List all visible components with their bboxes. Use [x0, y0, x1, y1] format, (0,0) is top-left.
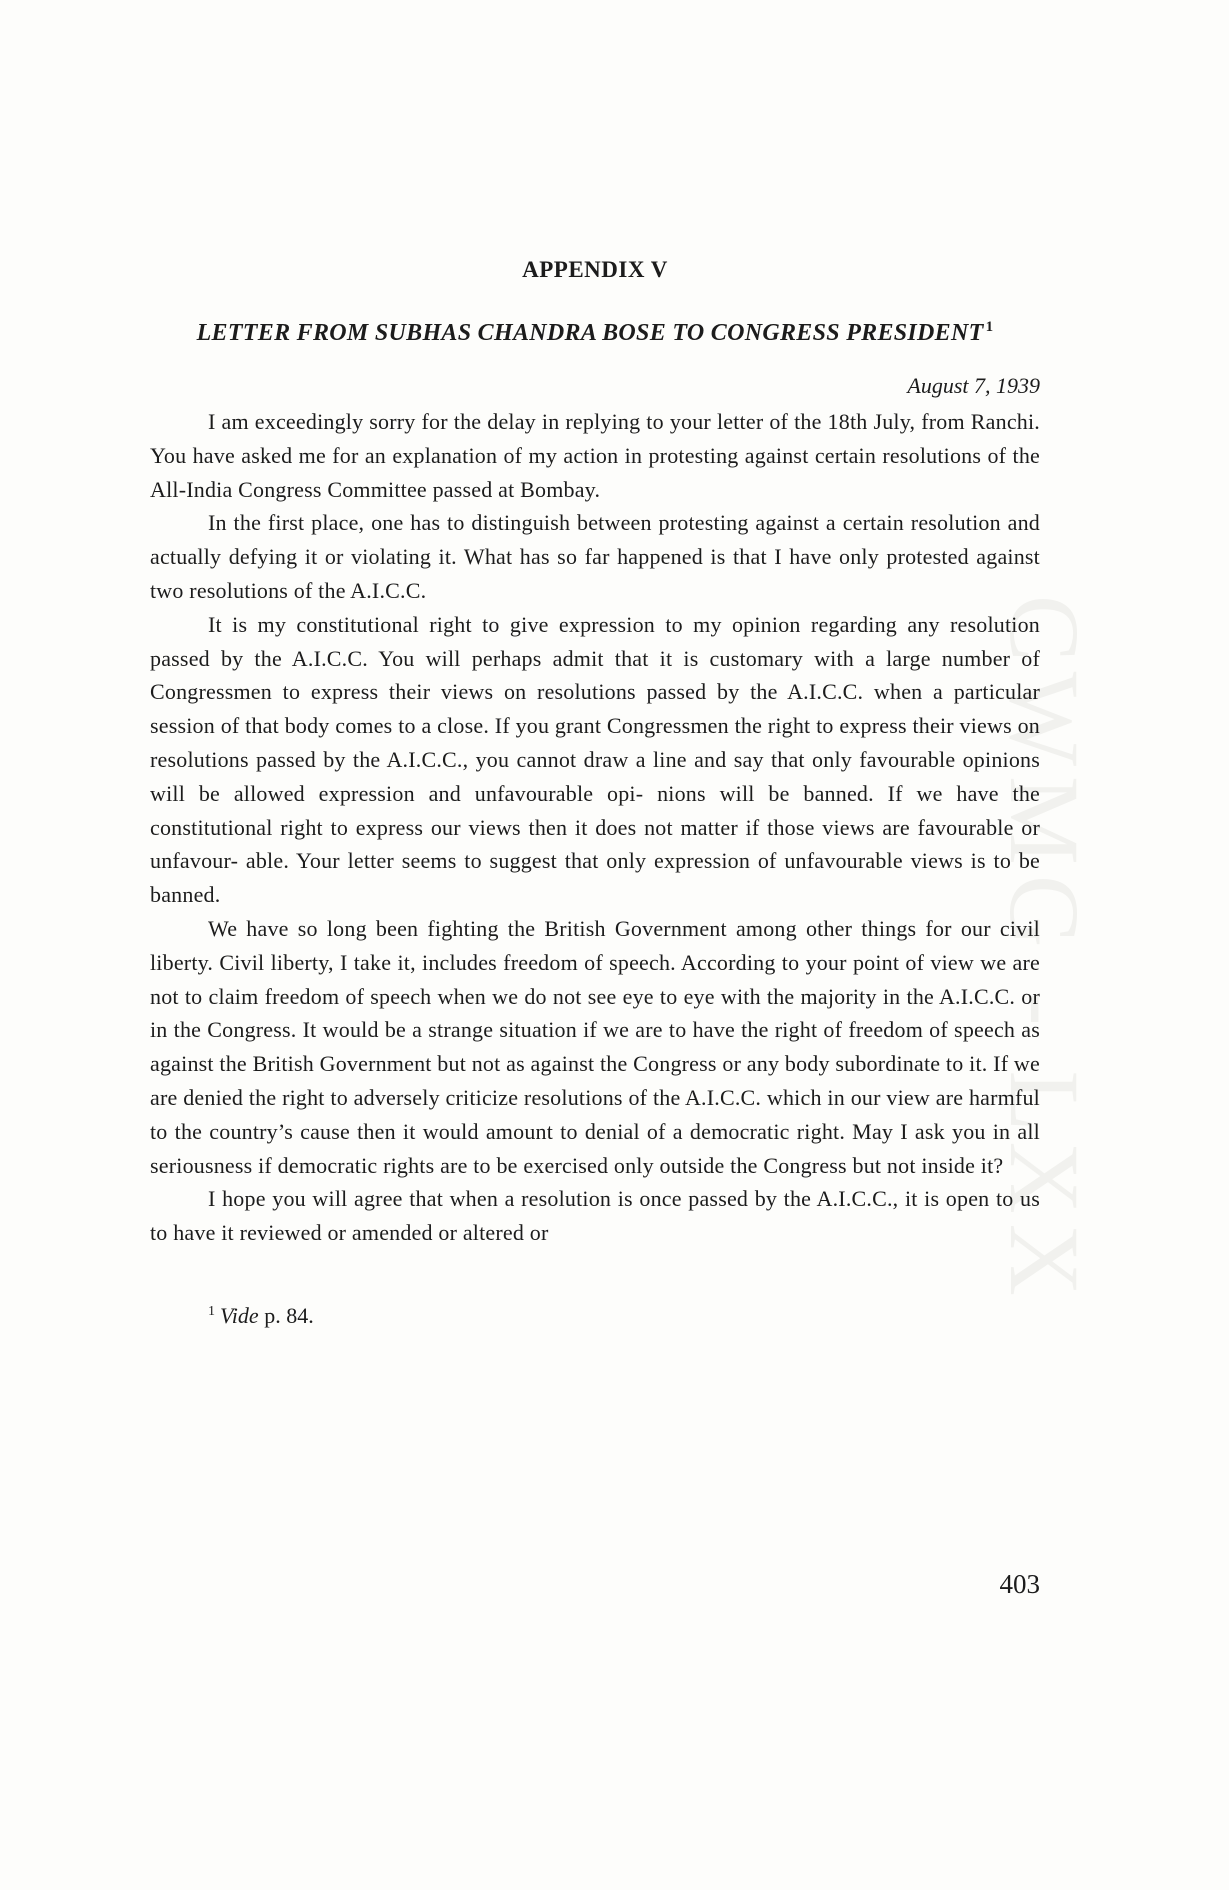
page-number: 403	[999, 1569, 1040, 1599]
document-page	[150, 238, 1040, 1332]
footnote-italic: Vide	[220, 1302, 259, 1328]
footnote-mark: 1	[208, 1303, 215, 1319]
letter-body	[150, 405, 1040, 1250]
footnote-text: p. 84.	[258, 1302, 314, 1328]
paragraph: I am exceedingly sorry for the delay in replying to your letter of the 18th July, from Ranchi. You have asked me for an explanation of my action in protesting against certain resolutions of the All-India Congress Committee passed at Bombay.	[150, 409, 1040, 502]
letter-title-text: LETTER FROM SUBHAS CHANDRA BOSE TO CONGRESS PRESIDENT	[196, 320, 984, 346]
paragraph: I hope you will agree that when a resolution is once passed by the A.I.C.C., it is open to us to have it reviewed or amended or altered or	[150, 1186, 1040, 1246]
appendix-heading: APPENDIX V	[522, 257, 668, 282]
footnote	[150, 1296, 1040, 1332]
paragraph: We have so long been fighting the British Government among other things for our civil liberty. Civil liberty, I take it, includes freedom of speech. According to your point of view we are not to claim freedom of speech when we do not see eye to eye with the majority in the A.I.C.C. or in the Congress. It would be a strange situation if we are to have the right of freedom of speech as against the British Government but not as against the Congress or any body subordinate to it. If we are denied the right to adversely criticize resolutions of the A.I.C.C. which in our view are harmful to the country’s cause then it would amount to denial of a democratic right. May I ask you in all seriousness if democratic rights are to be exercised only outside the Congress but not inside it?	[150, 915, 1040, 1178]
letter-date: August 7, 1939	[907, 373, 1040, 398]
footnote-reference: 1	[985, 319, 994, 335]
letter-title	[150, 311, 1040, 349]
watermark-text: CWMG - LXX	[989, 594, 1101, 1306]
paragraph: In the first place, one has to distinguish between protesting against a certain resolution and actually defying it or violating it. What has so far happened is that I have only protested against two resolutions of the A.I.C.C.	[150, 510, 1040, 603]
paragraph: It is my constitutional right to give expression to my opinion regarding any resolution passed by the A.I.C.C. You will perhaps admit that it is customary with a large number of Congressmen to express their views on resolutions passed by the A.I.C.C. when a particular session of that body comes to a close. If you grant Congressmen the right to express their views on resolutions passed by the A.I.C.C., you cannot draw a line and say that only favourable opinions will be allowed expression and unfavourable opi- nions will be banned. If we have the constitutional right to express our views then it does not matter if those views are favourable or unfavour- able. Your letter seems to suggest that only expression of unfavourable views is to be banned.	[150, 611, 1040, 908]
